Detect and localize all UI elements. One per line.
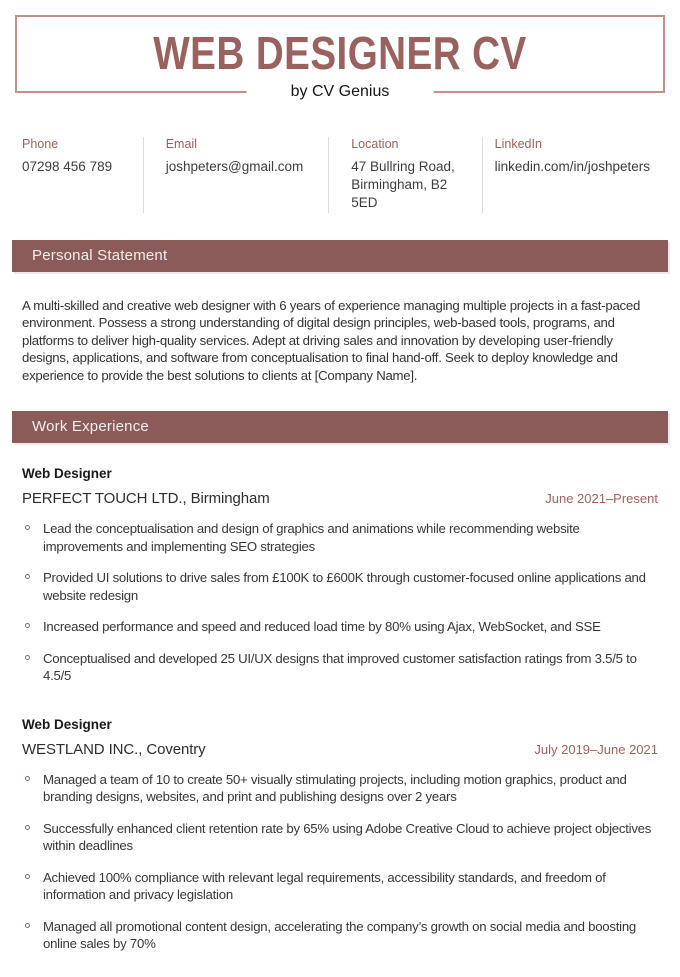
- bullet-marker-icon: [25, 623, 30, 628]
- bullet-marker-icon: [25, 525, 30, 530]
- bullet-item: [22, 918, 658, 953]
- bullet-text: Achieved 100% compliance with relevant legal requirements, accessibility standards, and freedom of information and privacy legislation: [43, 869, 606, 903]
- bullet-item: [22, 569, 658, 604]
- bullet-marker-icon: [25, 655, 30, 660]
- contact-location-value-line1: 47 Bullring Road,: [351, 159, 455, 174]
- contact-location-value-line2: Birmingham, B2 5ED: [351, 177, 448, 211]
- contact-row: [22, 137, 658, 213]
- contact-phone: [22, 137, 143, 213]
- contact-linkedin-value: linkedin.com/in/joshpeters: [494, 159, 650, 174]
- job-meta: [22, 741, 658, 758]
- contact-linkedin: [482, 137, 658, 213]
- job-dates: June 2021–Present: [545, 491, 658, 507]
- contact-phone-label: Phone: [22, 137, 59, 151]
- job-title: Web Designer: [22, 716, 112, 732]
- cv-page: [0, 15, 680, 977]
- bullet-item: [22, 520, 658, 555]
- personal-statement-text: A multi-skilled and creative web designer with 6 years of experience managing multiple projects in a fast-paced environment. Possess a strong understanding of digital design principles, web-based tools, programs, and platforms to deliver high-quality services. Adept at driving sales and innovation by developing user-friendly designs, applications, and software from conceptualisation to final hand-off. Seek to deploy knowledge and experience to provide the best solutions to clients at [Company Name].: [22, 297, 641, 383]
- job-entry-perfect-touch: [22, 466, 658, 685]
- job-company: WESTLAND INC., Coventry: [22, 740, 206, 758]
- bullet-text: Lead the conceptualisation and design of graphics and animations while recommending website improvements and implementing SEO strategies: [43, 521, 580, 554]
- bullet-item: [22, 618, 658, 636]
- bullet-text: Managed all promotional content design, accelerating the company’s growth on social media and boosting online sales by 70%: [43, 918, 636, 952]
- bullet-item: [22, 771, 658, 806]
- contact-email-value: joshpeters@gmail.com: [165, 159, 304, 174]
- section-heading-personal-statement: Personal Statement: [12, 240, 668, 272]
- page-title: WEB DESIGNER CV: [153, 27, 527, 79]
- contact-email-label: Email: [165, 137, 197, 151]
- job-meta: [22, 490, 658, 507]
- job-dates: July 2019–June 2021: [534, 741, 658, 757]
- contact-linkedin-label: LinkedIn: [494, 137, 542, 151]
- job-entry-westland: [22, 717, 658, 953]
- bullet-text: Managed a team of 10 to create 50+ visually stimulating projects, including motion graphics, product and branding designs, websites, and print and publishing designs over 2 years: [43, 771, 627, 805]
- job-bullet-list: [22, 520, 658, 685]
- cv-header: [15, 15, 665, 100]
- bullet-text: Successfully enhanced client retention rate by 65% using Adobe Creative Cloud to achieve project objectives within deadlines: [43, 820, 652, 854]
- bullet-marker-icon: [25, 825, 30, 830]
- bullet-marker-icon: [25, 923, 30, 928]
- bullet-item: [22, 869, 658, 904]
- bullet-item: [22, 650, 658, 685]
- bullet-item: [22, 820, 658, 855]
- contact-phone-value: 07298 456 789: [22, 159, 113, 174]
- bullet-marker-icon: [25, 574, 30, 579]
- bullet-marker-icon: [25, 776, 30, 781]
- bullet-text: Conceptualised and developed 25 UI/UX designs that improved customer satisfaction ratings from 3.5/5 to 4.5/5: [43, 650, 637, 684]
- byline: by CV Genius: [247, 83, 434, 101]
- job-title: Web Designer: [22, 466, 112, 482]
- contact-location-label: Location: [351, 137, 399, 151]
- bullet-marker-icon: [25, 874, 30, 879]
- section-heading-work-experience: Work Experience: [12, 411, 668, 443]
- contact-email: [143, 137, 329, 213]
- bullet-text: Increased performance and speed and reduced load time by 80% using Ajax, WebSocket, and SSE: [43, 619, 601, 635]
- bullet-text: Provided UI solutions to drive sales from £100K to £600K through customer-focused online applications and website redesign: [43, 570, 646, 603]
- job-bullet-list: [22, 771, 658, 953]
- contact-location: [328, 137, 481, 213]
- job-company: PERFECT TOUCH LTD., Birmingham: [22, 490, 270, 508]
